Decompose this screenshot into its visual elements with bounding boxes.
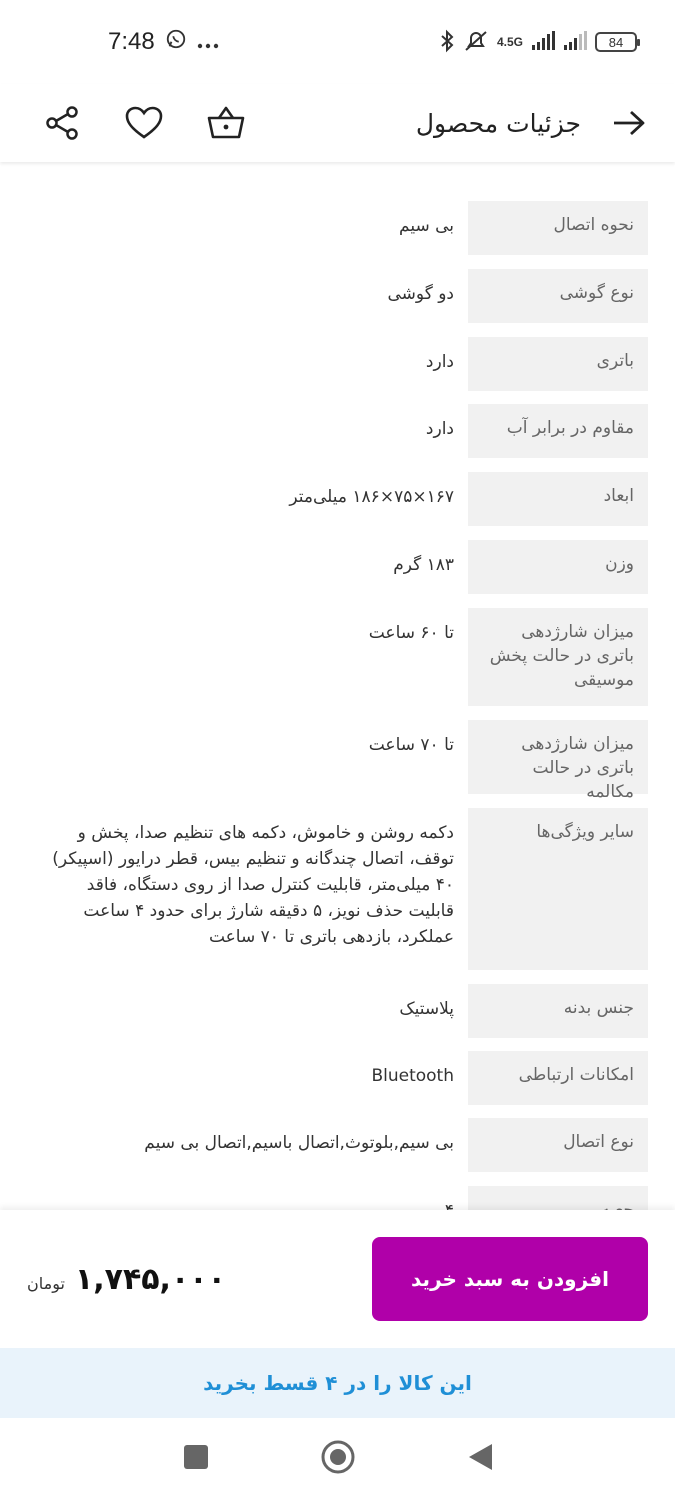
price-amount: ۱,۷۴۵,۰۰۰ (74, 1261, 226, 1297)
spec-label: وزن (468, 540, 648, 594)
bluetooth-icon (439, 29, 455, 56)
spec-row (27, 984, 648, 1038)
spec-value: تا ۶۰ ساعت (368, 623, 454, 643)
spec-label: امکانات ارتباطی (468, 1051, 648, 1105)
nav-back-button[interactable] (466, 1442, 494, 1476)
spec-value: ۱۶۷×۷۵×۱۸۶ میلی‌متر (289, 487, 454, 507)
status-right (439, 29, 637, 56)
whatsapp-icon (165, 28, 187, 56)
spec-value: پلاستیک (399, 999, 454, 1019)
header-actions (42, 103, 246, 143)
spec-value: تا ۷۰ ساعت (368, 735, 454, 755)
network-type: 4.5G (496, 35, 523, 49)
system-nav-bar (0, 1418, 675, 1500)
heart-icon (125, 106, 163, 140)
signal-icon (531, 31, 555, 54)
spec-row (27, 1051, 648, 1105)
spec-label: میزان شارژدهی باتری در حالت مکالمه (468, 720, 648, 794)
spec-row (27, 201, 648, 255)
signal-icon-2 (563, 31, 587, 54)
spec-row (27, 540, 648, 594)
home-circle-icon (320, 1439, 356, 1475)
spec-label: سایر ویژگی‌ها (468, 808, 648, 970)
spec-value: بی سیم (399, 216, 454, 236)
status-left (108, 28, 219, 56)
spec-label: مقاوم در برابر آب (468, 404, 648, 458)
spec-value: ۱۸۳ گرم (393, 555, 454, 575)
price (27, 1262, 226, 1297)
arrow-right-icon (611, 109, 647, 137)
spec-row (27, 404, 648, 458)
spec-label: نوع گوشی (468, 269, 648, 323)
header-title-wrap (416, 103, 649, 143)
specs-list[interactable] (0, 162, 675, 1210)
spec-label: نحوه اتصال (468, 201, 648, 255)
share-icon (44, 105, 80, 141)
spec-label: میزان شارژدهی باتری در حالت پخش موسیقی (468, 608, 648, 706)
share-button[interactable] (42, 103, 82, 143)
recent-apps-button[interactable] (182, 1443, 210, 1475)
spec-row (27, 720, 648, 802)
spec-row (27, 472, 648, 526)
price-currency: تومان (27, 1273, 65, 1293)
spec-label: ابعاد (468, 472, 648, 526)
spec-value: دو گوشی (387, 284, 454, 304)
spec-row (27, 1118, 648, 1172)
add-to-cart-button[interactable]: افزودن به سبد خرید (372, 1237, 648, 1321)
page-title: جزئیات محصول (415, 108, 581, 138)
more-notifications-icon (197, 28, 219, 56)
back-button[interactable] (609, 103, 649, 143)
basket-icon (206, 105, 246, 141)
installment-banner[interactable] (0, 1348, 675, 1418)
purchase-bar (0, 1210, 675, 1348)
spec-label: باتری (468, 337, 648, 391)
spec-row (27, 269, 648, 323)
spec-value: Bluetooth (371, 1066, 454, 1086)
installment-label: این کالا را در ۴ قسط بخرید (203, 1371, 472, 1395)
spec-value: بی سیم,بلوتوث,اتصال باسیم,اتصال بی سیم (144, 1133, 454, 1153)
favorite-button[interactable] (124, 103, 164, 143)
battery-level: 84 (608, 34, 624, 50)
status-bar (0, 0, 675, 84)
battery-icon (595, 32, 637, 52)
spec-value: دارد (425, 419, 454, 439)
spec-value: دکمه روشن و خاموش، دکمه های تنظیم صدا، پخش و توقف، اتصال چندگانه و تنظیم بیس، قطر درایور (اسپیکر) ۴۰ میلی‌متر، قابلیت کنترل صدا از روی دستگاه، فاقد قابلیت حذف نویز، ۵ دقیقه شارژ برای حدود ۴ ساعت عملکرد، بازدهی باتری تا ۷۰ ساعت (52, 823, 454, 947)
spec-value: دارد (425, 352, 454, 372)
home-button[interactable] (320, 1439, 356, 1479)
triangle-back-icon (466, 1442, 494, 1472)
spec-row (27, 808, 648, 970)
square-icon (182, 1443, 210, 1471)
spec-label: نوع اتصال (468, 1118, 648, 1172)
spec-label: جنس بدنه (468, 984, 648, 1038)
mute-icon (463, 29, 489, 56)
spec-row (27, 608, 648, 706)
cart-button[interactable] (206, 103, 246, 143)
spec-row (27, 337, 648, 391)
status-time: 7:48 (108, 28, 155, 55)
app-header (0, 84, 675, 162)
